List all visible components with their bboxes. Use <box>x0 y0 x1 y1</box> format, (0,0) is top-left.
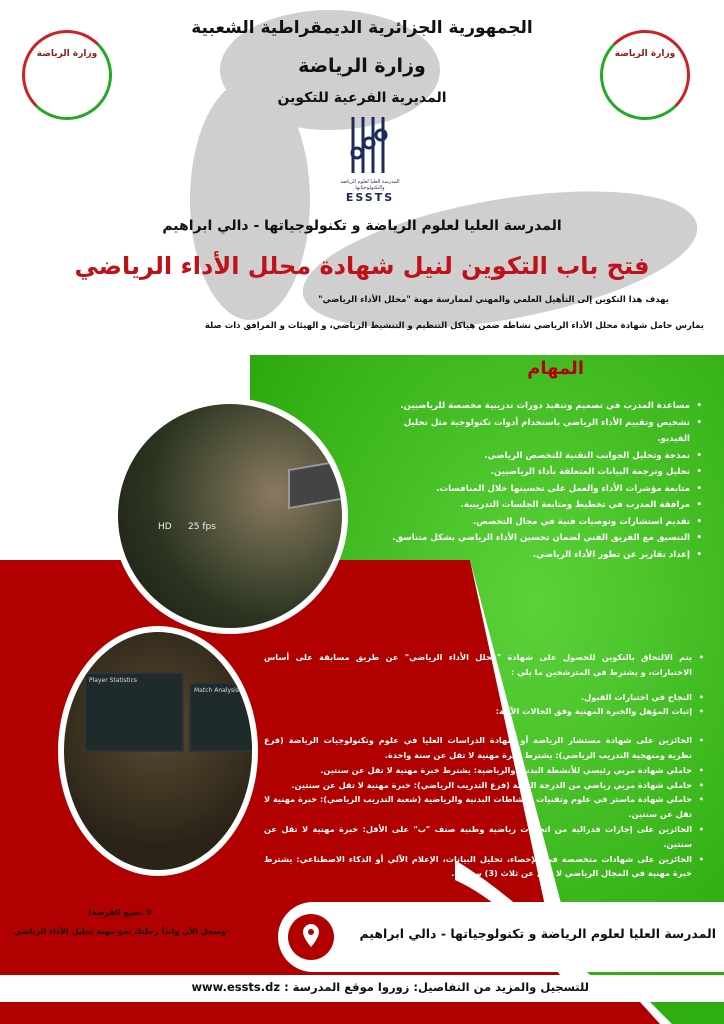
school-name: المدرسة العليا لعلوم الرياضة و تكنولوجياتها - دالي ابراهيم <box>162 218 562 234</box>
footer-website[interactable]: للتسجيل والمزيد من التفاصيل: زوروا موقع المدرسة : www.essts.dz <box>191 980 589 994</box>
task-item: • متابعة مؤشرات الأداء والعمل على تحسينها خلال المنافسات. <box>372 481 702 498</box>
data-dashboard-photo: Player Statistics Match Analysis <box>58 626 258 876</box>
requirement-item: • إثبات المؤهل والخبرة المهنية وفق الحالات الآتية: <box>264 704 704 719</box>
main-title: فتح باب التكوين لنيل شهادة محلل الأداء الرياضي <box>74 252 650 280</box>
video-analysis-photo: HD 25 fps <box>112 398 348 634</box>
directorate-name: المديرية الفرعية للتكوين <box>277 90 447 106</box>
promo-box: لا تضيع الفرصة! وسجل الآن وابدأ رحلتك نحو مهنة تحليل الأداء الرياضي <box>13 908 227 936</box>
task-item: • مرافقة المدرب في تخطيط ومتابعة الجلسات التدريبية. <box>372 497 702 514</box>
task-item: • التنسيق مع الفريق الفني لضمان تحسين الأداء الرياضي بشكل متناسق. <box>372 530 702 547</box>
task-item: • إعداد تقارير عن تطور الأداء الرياضي. <box>372 547 702 564</box>
tasks-list <box>372 398 702 563</box>
task-item: • مساعدة المدرب في تصميم وتنفيذ دورات تدريبية مخصصة للرياضيين. <box>372 398 702 415</box>
case-item: • حاملي شهادة مربي رئيسي للأنشطة البدنية والرياضية: يشترط خبرة مهنية لا تقل عن سنتين. <box>264 763 704 778</box>
location-banner <box>278 902 724 972</box>
ministry-emblem-right: وزارة الرياضة <box>600 30 690 120</box>
conditions-title: شروط الالتحاق بالتكوين <box>272 618 474 638</box>
requirement-item: • النجاح في اختبارات القبول. <box>264 690 704 705</box>
case-item: • حاملي شهادة مربي رياضي من الدرجة الثالثة (فرع التدريب الرياضي): خبرة مهنية لا تقل عن سنتين. <box>264 778 704 793</box>
essts-logo-mark <box>345 115 395 175</box>
task-item: • تشخيص وتقييم الأداء الرياضي باستخدام أدوات تكنولوجية مثل تحليل الفيديو. <box>372 415 702 448</box>
ministry-emblem-left: وزارة الرياضة <box>22 30 112 120</box>
essts-logo: المدرسة العليا لعلوم الرياضة والتكنولوجياتها ESSTS <box>335 115 405 204</box>
case-item: • الحائزين على إجازات فدرالية من اتحادات رياضية وطنية صنف "ب" على الأقل: خبرة مهنية لا تقل عن سنتين. <box>264 822 704 852</box>
task-item: • تقديم استشارات وتوصيات فنية في مجال التخصص. <box>372 514 702 531</box>
tasks-title: المهام <box>527 358 584 379</box>
task-item: • تحليل وترجمة البيانات المتعلقة بأداء الرياضيين. <box>372 464 702 481</box>
republic-name: الجمهورية الجزائرية الديمقراطية الشعبية <box>191 18 533 38</box>
location-pin-icon <box>288 914 334 960</box>
intro-line-1: يهدف هذا التكوين إلى التأهيل العلمي والمهني لممارسة مهنة "محلل الأداء الرياضي" <box>318 295 669 305</box>
location-text: المدرسة العليا لعلوم الرياضة و تكنولوجياتها - دالي ابراهيم <box>359 926 716 941</box>
conditions-body <box>264 650 704 881</box>
case-item: • الحائزين على شهادة مستشار الرياضة أو شهادة الدراسات العليا في علوم وتكنولوجيات الرياضة (فرع نظرية ومنهجية التدريب الرياضي): يشترط خبرة مهنية لا تقل عن سنة واحدة. <box>264 733 704 763</box>
case-item: • الحائزين على شهادات متخصصة في الإحصاء، تحليل البيانات، الإعلام الآلي أو الذكاء الاصطناعي: يشترط خبرة مهنية في المجال الرياضي لا تقل عن ثلاث (3) سنوات. <box>264 852 704 882</box>
laptop <box>288 459 348 510</box>
ministry-name: وزارة الرياضة <box>298 55 426 77</box>
condition-intro: • يتم الالتحاق بالتكوين للحصول على شهادة "محلل الأداء الرياضي" عن طريق مسابقة على أساس الاختبارات، و يشترط في المترشحين ما يلي : <box>264 650 704 680</box>
case-item: • حاملي شهادة ماستر في علوم وتقنيات النشاطات البدنية والرياضية (شعبة التدريب الرياضي): خبرة مهنية لا تقل عن سنتين. <box>264 792 704 822</box>
intro-line-2: يمارس حامل شهادة محلل الأداء الرياضي نشاطه ضمن هياكل التنظيم و التنشيط الرياضي، و الهيئات و المرافق ذات صلة <box>204 321 704 331</box>
task-item: • نمذجة وتحليل الجوانب التقنية للتخصص الرياضي. <box>372 448 702 465</box>
